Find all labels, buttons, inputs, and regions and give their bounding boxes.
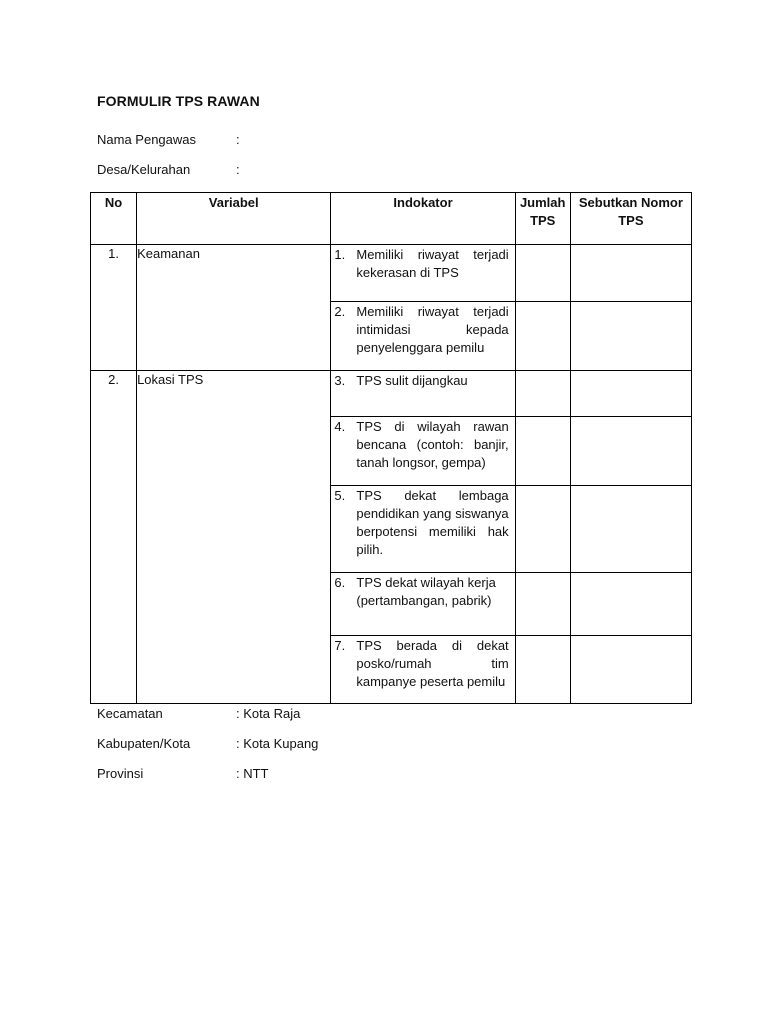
form-title: FORMULIR TPS RAWAN [97,93,260,109]
field-label: Kecamatan [97,706,163,721]
row-number: 1. [91,245,137,371]
field-value: : NTT [236,766,269,781]
jumlah-input-cell[interactable] [515,302,570,371]
table-row [91,371,692,417]
table-header-row [91,193,692,245]
jumlah-input-cell[interactable] [515,486,570,573]
field-value: : [236,132,240,147]
jumlah-input-cell[interactable] [515,245,570,302]
variabel-cell: Lokasi TPS [137,371,331,704]
jumlah-input-cell[interactable] [515,371,570,417]
sebutkan-input-cell[interactable] [570,486,691,573]
indicator-cell [331,486,515,573]
sebutkan-input-cell[interactable] [570,245,691,302]
table-row [91,245,692,302]
sebutkan-input-cell[interactable] [570,573,691,636]
header-sebutkan: Sebutkan Nomor TPS [570,193,691,245]
sebutkan-input-cell[interactable] [570,636,691,704]
field-label: Provinsi [97,766,144,781]
row-number: 2. [91,371,137,704]
indicator-number: 7. [334,638,346,653]
field-value: : [236,162,240,177]
field-value: : Kota Raja [236,706,301,721]
variabel-cell: Keamanan [137,245,331,371]
indicator-cell [331,302,515,371]
jumlah-input-cell[interactable] [515,417,570,486]
indicator-cell [331,245,515,302]
jumlah-input-cell[interactable] [515,573,570,636]
indicator-cell [331,371,515,417]
field-value: : Kota Kupang [236,736,319,751]
indicator-number: 2. [334,304,346,319]
field-label: Nama Pengawas [97,132,196,147]
indicator-cell [331,636,515,704]
sebutkan-input-cell[interactable] [570,302,691,371]
indicator-text: TPS dekat lembaga pendidikan yang siswanya berpotensi memiliki hak pilih. [356,488,509,557]
field-label: Desa/Kelurahan [97,162,191,177]
indicator-cell [331,417,515,486]
indicator-text: Memiliki riwayat terjadi kekerasan di TPS [356,247,509,280]
header-variabel: Variabel [137,193,331,245]
indicator-text: Memiliki riwayat terjadi intimidasi kepada penyelenggara pemilu [356,304,509,355]
indicator-number: 3. [334,373,346,388]
indicator-number: 6. [334,575,346,590]
sebutkan-input-cell[interactable] [570,417,691,486]
indicator-number: 5. [334,488,346,503]
indicator-cell [331,573,515,636]
indicator-text: TPS dekat wilayah kerja (pertambangan, pabrik) [356,575,496,608]
indicator-text: TPS di wilayah rawan bencana (contoh: banjir, tanah longsor, gempa) [356,419,509,470]
header-indikator: Indokator [331,193,515,245]
indicator-text: TPS sulit dijangkau [356,373,468,388]
indicator-number: 1. [334,247,346,262]
tps-table [90,192,692,704]
jumlah-input-cell[interactable] [515,636,570,704]
field-label: Kabupaten/Kota [97,736,191,751]
header-jumlah: Jumlah TPS [515,193,570,245]
indicator-text: TPS berada di dekat posko/rumah tim kampanye peserta pemilu [356,638,509,689]
sebutkan-input-cell[interactable] [570,371,691,417]
header-no: No [91,193,137,245]
indicator-number: 4. [334,419,346,434]
